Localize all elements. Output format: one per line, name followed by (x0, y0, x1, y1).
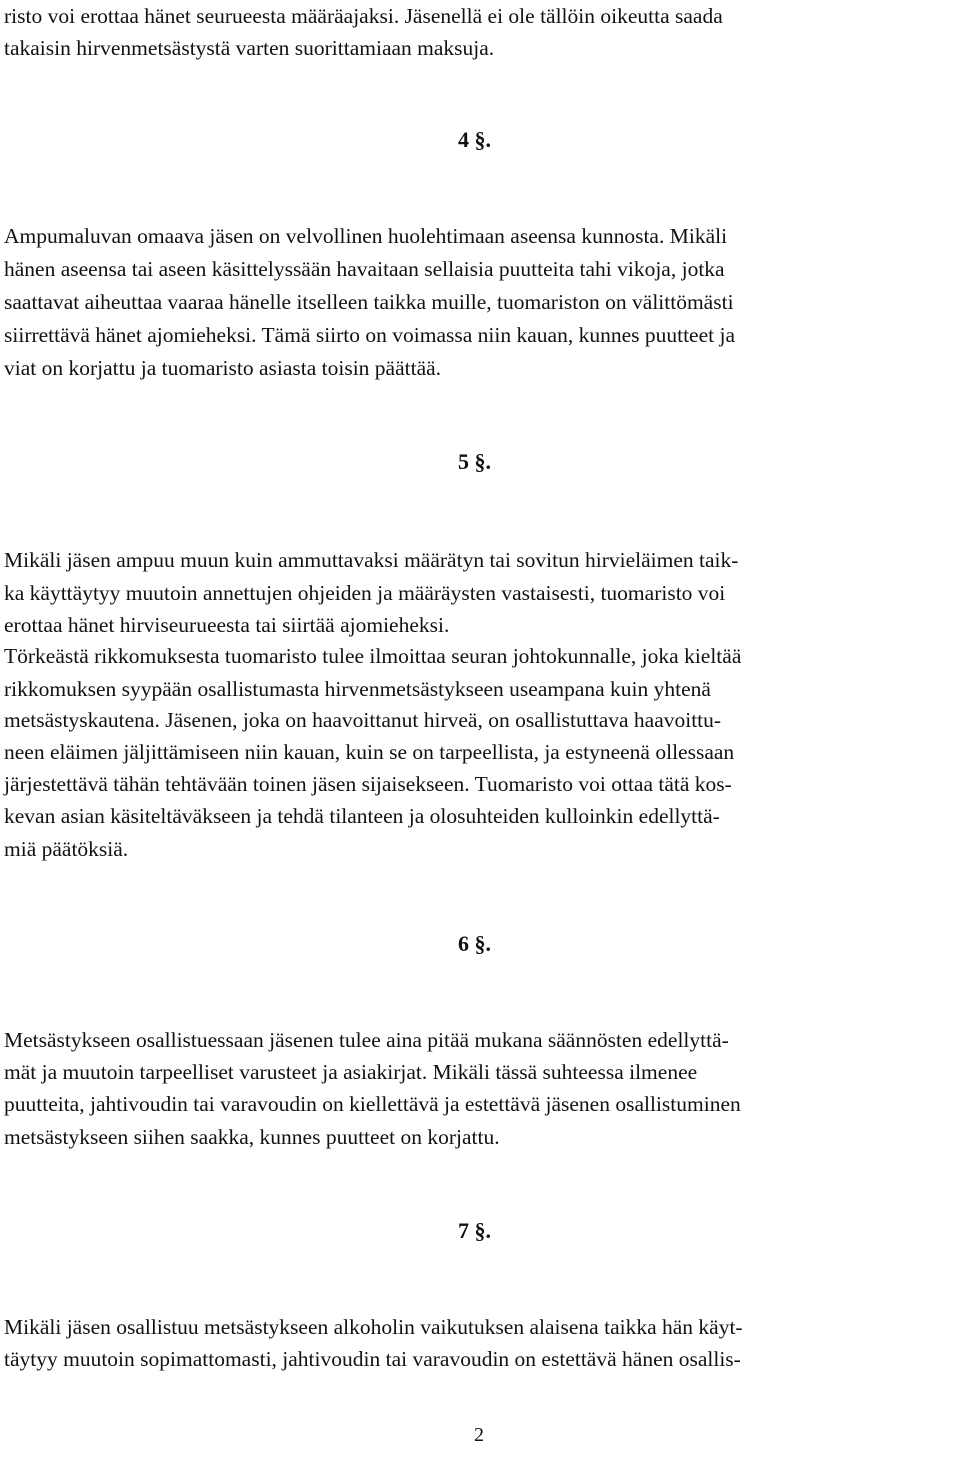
paragraph-line: Mikäli jäsen ampuu muun kuin ammuttavaksi määrätyn tai sovitun hirvieläimen taik- (4, 548, 739, 572)
paragraph-line: viat on korjattu ja tuomaristo asiasta toisin päättää. (4, 356, 442, 380)
paragraph-line: järjestettävä tähän tehtävään toinen jäsen sijaisekseen. Tuomaristo voi ottaa tätä kos- (4, 772, 732, 796)
paragraph-line: siirrettävä hänet ajomieheksi. Tämä siirto on voimassa niin kauan, kunnes puutteet ja (4, 323, 736, 347)
section-heading-7: 7 §. (458, 1218, 491, 1243)
section-heading-5: 5 §. (458, 449, 491, 474)
paragraph-line: neen eläimen jäljittämiseen niin kauan, kuin se on tarpeellista, ja estyneenä ollessaan (4, 740, 735, 764)
paragraph-line: ka käyttäytyy muutoin annettujen ohjeiden ja määräysten vastaisesti, tuomaristo voi (4, 581, 726, 605)
paragraph-line: Törkeästä rikkomuksesta tuomaristo tulee ilmoittaa seuran johtokunnalle, joka kieltää (4, 644, 742, 668)
paragraph-line: rikkomuksen syypään osallistumasta hirvenmetsästykseen useampana kuin yhtenä (4, 677, 711, 701)
paragraph-line: hänen aseensa tai aseen käsittelyssään havaitaan sellaisia puutteita tahi vikoja, jotka (4, 257, 725, 281)
paragraph-line: metsästyskautena. Jäsenen, joka on haavoittanut hirveä, on osallistuttava haavoittu- (4, 708, 722, 732)
paragraph-line: erottaa hänet hirviseurueesta tai siirtää ajomieheksi. (4, 613, 450, 637)
paragraph-line: takaisin hirvenmetsästystä varten suorittamiaan maksuja. (4, 36, 495, 60)
paragraph-line: Ampumaluvan omaava jäsen on velvollinen huolehtimaan aseensa kunnosta. Mikäli (4, 224, 728, 248)
paragraph-line: risto voi erottaa hänet seurueesta määräajaksi. Jäsenellä ei ole tällöin oikeutta saada (4, 4, 723, 28)
page-number: 2 (474, 1424, 484, 1446)
paragraph-line: saattavat aiheuttaa vaaraa hänelle itselleen taikka muille, tuomariston on välittömästi (4, 290, 734, 314)
paragraph-line: metsästykseen siihen saakka, kunnes puutteet on korjattu. (4, 1125, 500, 1149)
section-heading-4: 4 §. (458, 127, 491, 152)
paragraph-line: miä päätöksiä. (4, 837, 129, 861)
paragraph-line: täytyy muutoin sopimattomasti, jahtivoudin tai varavoudin on estettävä hänen osallis- (4, 1347, 741, 1371)
paragraph-line: Mikäli jäsen osallistuu metsästykseen alkoholin vaikutuksen alaisena taikka hän käyt- (4, 1315, 743, 1339)
section-heading-6: 6 §. (458, 931, 491, 956)
paragraph-line: Metsästykseen osallistuessaan jäsenen tulee aina pitää mukana säännösten edellyttä- (4, 1028, 729, 1052)
paragraph-line: mät ja muutoin tarpeelliset varusteet ja asiakirjat. Mikäli tässä suhteessa ilmenee (4, 1060, 698, 1084)
paragraph-line: kevan asian käsiteltäväkseen ja tehdä tilanteen ja olosuhteiden kulloinkin edellyttä- (4, 804, 720, 828)
paragraph-line: puutteita, jahtivoudin tai varavoudin on kiellettävä ja estettävä jäsenen osallistuminen (4, 1092, 741, 1116)
